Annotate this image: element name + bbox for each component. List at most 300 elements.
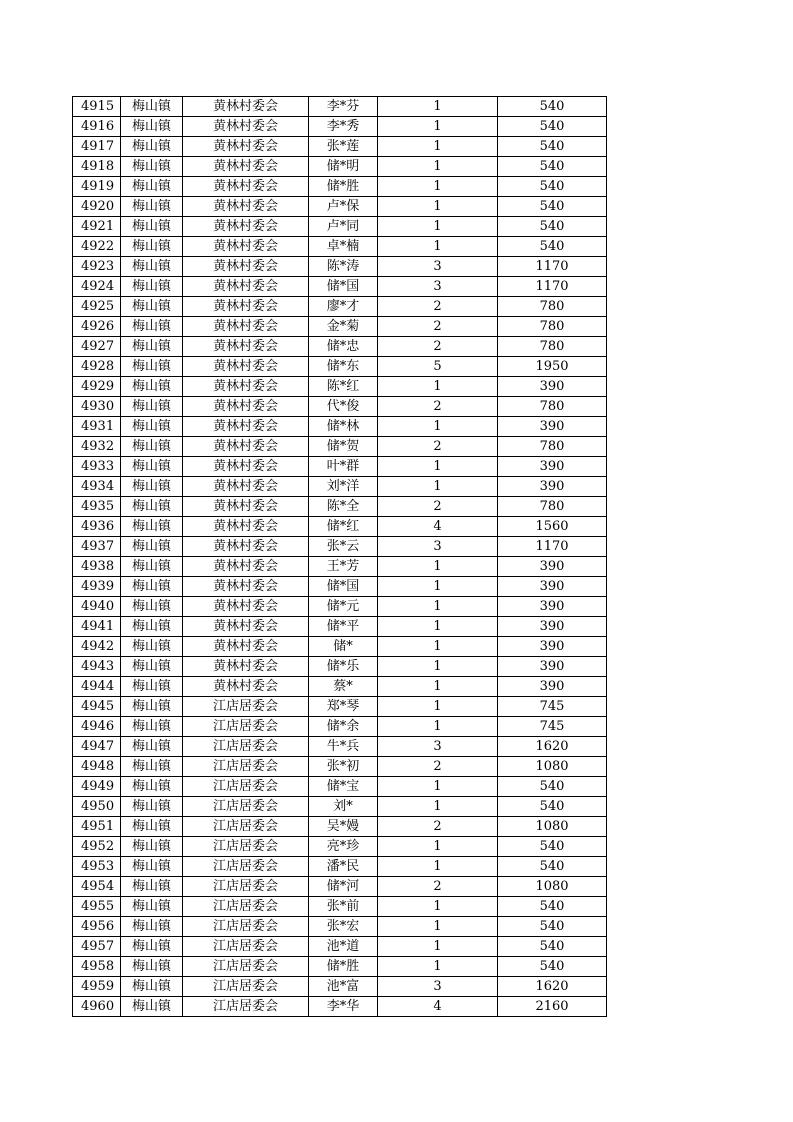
row-number-cell: 4931 — [73, 417, 121, 437]
row-number-cell: 4956 — [73, 917, 121, 937]
amount-cell: 390 — [498, 477, 607, 497]
row-number-cell: 4915 — [73, 97, 121, 117]
row-number-cell: 4919 — [73, 177, 121, 197]
village-cell: 黄林村委会 — [183, 257, 309, 277]
name-cell: 李*芬 — [309, 97, 378, 117]
town-cell: 梅山镇 — [121, 637, 183, 657]
amount-cell: 1080 — [498, 877, 607, 897]
name-cell: 张*初 — [309, 757, 378, 777]
village-cell: 江店居委会 — [183, 857, 309, 877]
name-cell: 卓*楠 — [309, 237, 378, 257]
count-cell: 1 — [378, 697, 498, 717]
village-cell: 江店居委会 — [183, 937, 309, 957]
town-cell: 梅山镇 — [121, 977, 183, 997]
table-row — [73, 297, 607, 317]
name-cell: 储*平 — [309, 617, 378, 637]
table-row — [73, 417, 607, 437]
village-cell: 黄林村委会 — [183, 657, 309, 677]
amount-cell: 540 — [498, 117, 607, 137]
town-cell: 梅山镇 — [121, 757, 183, 777]
town-cell: 梅山镇 — [121, 697, 183, 717]
amount-cell: 390 — [498, 597, 607, 617]
name-cell: 叶*群 — [309, 457, 378, 477]
name-cell: 池*道 — [309, 937, 378, 957]
name-cell: 储*国 — [309, 277, 378, 297]
row-number-cell: 4925 — [73, 297, 121, 317]
table-row — [73, 477, 607, 497]
village-cell: 黄林村委会 — [183, 417, 309, 437]
count-cell: 1 — [378, 177, 498, 197]
count-cell: 1 — [378, 717, 498, 737]
town-cell: 梅山镇 — [121, 157, 183, 177]
row-number-cell: 4958 — [73, 957, 121, 977]
town-cell: 梅山镇 — [121, 97, 183, 117]
name-cell: 郑*琴 — [309, 697, 378, 717]
town-cell: 梅山镇 — [121, 597, 183, 617]
count-cell: 2 — [378, 497, 498, 517]
village-cell: 黄林村委会 — [183, 397, 309, 417]
amount-cell: 1080 — [498, 757, 607, 777]
table-row — [73, 517, 607, 537]
town-cell: 梅山镇 — [121, 437, 183, 457]
count-cell: 1 — [378, 157, 498, 177]
village-cell: 黄林村委会 — [183, 557, 309, 577]
name-cell: 金*菊 — [309, 317, 378, 337]
row-number-cell: 4928 — [73, 357, 121, 377]
amount-cell: 1620 — [498, 737, 607, 757]
table-row — [73, 717, 607, 737]
village-cell: 黄林村委会 — [183, 277, 309, 297]
village-cell: 黄林村委会 — [183, 377, 309, 397]
count-cell: 2 — [378, 437, 498, 457]
village-cell: 黄林村委会 — [183, 157, 309, 177]
village-cell: 黄林村委会 — [183, 237, 309, 257]
village-cell: 黄林村委会 — [183, 597, 309, 617]
town-cell: 梅山镇 — [121, 117, 183, 137]
table-row — [73, 457, 607, 477]
count-cell: 2 — [378, 397, 498, 417]
village-cell: 黄林村委会 — [183, 497, 309, 517]
count-cell: 2 — [378, 317, 498, 337]
town-cell: 梅山镇 — [121, 397, 183, 417]
amount-cell: 780 — [498, 317, 607, 337]
name-cell: 王*芳 — [309, 557, 378, 577]
amount-cell: 780 — [498, 497, 607, 517]
data-table — [72, 96, 607, 1017]
row-number-cell: 4944 — [73, 677, 121, 697]
row-number-cell: 4947 — [73, 737, 121, 757]
town-cell: 梅山镇 — [121, 797, 183, 817]
village-cell: 江店居委会 — [183, 997, 309, 1017]
amount-cell: 745 — [498, 697, 607, 717]
amount-cell: 780 — [498, 337, 607, 357]
town-cell: 梅山镇 — [121, 997, 183, 1017]
table-row — [73, 877, 607, 897]
village-cell: 黄林村委会 — [183, 577, 309, 597]
row-number-cell: 4953 — [73, 857, 121, 877]
amount-cell: 540 — [498, 937, 607, 957]
count-cell: 2 — [378, 877, 498, 897]
village-cell: 黄林村委会 — [183, 217, 309, 237]
table-row — [73, 597, 607, 617]
town-cell: 梅山镇 — [121, 137, 183, 157]
row-number-cell: 4936 — [73, 517, 121, 537]
name-cell: 张*前 — [309, 897, 378, 917]
row-number-cell: 4926 — [73, 317, 121, 337]
name-cell: 张*宏 — [309, 917, 378, 937]
amount-cell: 1170 — [498, 537, 607, 557]
amount-cell: 780 — [498, 437, 607, 457]
row-number-cell: 4943 — [73, 657, 121, 677]
table-row — [73, 957, 607, 977]
town-cell: 梅山镇 — [121, 657, 183, 677]
village-cell: 江店居委会 — [183, 737, 309, 757]
town-cell: 梅山镇 — [121, 197, 183, 217]
count-cell: 1 — [378, 637, 498, 657]
amount-cell: 540 — [498, 857, 607, 877]
table-row — [73, 997, 607, 1017]
count-cell: 1 — [378, 917, 498, 937]
count-cell: 1 — [378, 417, 498, 437]
table-row — [73, 137, 607, 157]
town-cell: 梅山镇 — [121, 177, 183, 197]
town-cell: 梅山镇 — [121, 817, 183, 837]
table-row — [73, 437, 607, 457]
name-cell: 储*国 — [309, 577, 378, 597]
town-cell: 梅山镇 — [121, 837, 183, 857]
village-cell: 黄林村委会 — [183, 457, 309, 477]
row-number-cell: 4922 — [73, 237, 121, 257]
row-number-cell: 4924 — [73, 277, 121, 297]
count-cell: 1 — [378, 677, 498, 697]
name-cell: 蔡* — [309, 677, 378, 697]
village-cell: 黄林村委会 — [183, 537, 309, 557]
name-cell: 亮*珍 — [309, 837, 378, 857]
name-cell: 储*东 — [309, 357, 378, 377]
name-cell: 储*林 — [309, 417, 378, 437]
name-cell: 储*余 — [309, 717, 378, 737]
table-row — [73, 677, 607, 697]
village-cell: 黄林村委会 — [183, 317, 309, 337]
row-number-cell: 4941 — [73, 617, 121, 637]
count-cell: 1 — [378, 237, 498, 257]
amount-cell: 390 — [498, 377, 607, 397]
row-number-cell: 4955 — [73, 897, 121, 917]
table-row — [73, 537, 607, 557]
table-row — [73, 177, 607, 197]
village-cell: 黄林村委会 — [183, 617, 309, 637]
town-cell: 梅山镇 — [121, 577, 183, 597]
row-number-cell: 4939 — [73, 577, 121, 597]
village-cell: 黄林村委会 — [183, 357, 309, 377]
row-number-cell: 4934 — [73, 477, 121, 497]
village-cell: 黄林村委会 — [183, 177, 309, 197]
count-cell: 3 — [378, 537, 498, 557]
table-row — [73, 337, 607, 357]
count-cell: 1 — [378, 657, 498, 677]
amount-cell: 540 — [498, 177, 607, 197]
name-cell: 陈*全 — [309, 497, 378, 517]
town-cell: 梅山镇 — [121, 417, 183, 437]
amount-cell: 390 — [498, 657, 607, 677]
town-cell: 梅山镇 — [121, 857, 183, 877]
count-cell: 1 — [378, 797, 498, 817]
count-cell: 2 — [378, 297, 498, 317]
row-number-cell: 4933 — [73, 457, 121, 477]
row-number-cell: 4916 — [73, 117, 121, 137]
amount-cell: 390 — [498, 557, 607, 577]
name-cell: 潘*民 — [309, 857, 378, 877]
village-cell: 黄林村委会 — [183, 197, 309, 217]
village-cell: 江店居委会 — [183, 977, 309, 997]
amount-cell: 540 — [498, 777, 607, 797]
table-row — [73, 837, 607, 857]
amount-cell: 1950 — [498, 357, 607, 377]
town-cell: 梅山镇 — [121, 217, 183, 237]
village-cell: 黄林村委会 — [183, 297, 309, 317]
town-cell: 梅山镇 — [121, 737, 183, 757]
town-cell: 梅山镇 — [121, 717, 183, 737]
town-cell: 梅山镇 — [121, 917, 183, 937]
count-cell: 4 — [378, 997, 498, 1017]
town-cell: 梅山镇 — [121, 477, 183, 497]
town-cell: 梅山镇 — [121, 297, 183, 317]
count-cell: 1 — [378, 197, 498, 217]
amount-cell: 540 — [498, 137, 607, 157]
name-cell: 李*秀 — [309, 117, 378, 137]
table-row — [73, 577, 607, 597]
count-cell: 2 — [378, 757, 498, 777]
name-cell: 卢*保 — [309, 197, 378, 217]
table-row — [73, 97, 607, 117]
village-cell: 江店居委会 — [183, 757, 309, 777]
village-cell: 江店居委会 — [183, 837, 309, 857]
town-cell: 梅山镇 — [121, 457, 183, 477]
count-cell: 1 — [378, 617, 498, 637]
town-cell: 梅山镇 — [121, 277, 183, 297]
town-cell: 梅山镇 — [121, 257, 183, 277]
village-cell: 黄林村委会 — [183, 137, 309, 157]
name-cell: 储*宝 — [309, 777, 378, 797]
village-cell: 江店居委会 — [183, 957, 309, 977]
name-cell: 陈*红 — [309, 377, 378, 397]
table-row — [73, 377, 607, 397]
table-row — [73, 557, 607, 577]
village-cell: 黄林村委会 — [183, 677, 309, 697]
row-number-cell: 4930 — [73, 397, 121, 417]
table-row — [73, 637, 607, 657]
town-cell: 梅山镇 — [121, 337, 183, 357]
name-cell: 储*明 — [309, 157, 378, 177]
count-cell: 1 — [378, 777, 498, 797]
village-cell: 黄林村委会 — [183, 437, 309, 457]
row-number-cell: 4929 — [73, 377, 121, 397]
amount-cell: 540 — [498, 97, 607, 117]
amount-cell: 540 — [498, 897, 607, 917]
village-cell: 江店居委会 — [183, 817, 309, 837]
count-cell: 1 — [378, 577, 498, 597]
count-cell: 3 — [378, 737, 498, 757]
count-cell: 1 — [378, 957, 498, 977]
row-number-cell: 4918 — [73, 157, 121, 177]
name-cell: 刘* — [309, 797, 378, 817]
village-cell: 江店居委会 — [183, 877, 309, 897]
table-row — [73, 777, 607, 797]
village-cell: 黄林村委会 — [183, 97, 309, 117]
amount-cell: 1170 — [498, 257, 607, 277]
amount-cell: 390 — [498, 457, 607, 477]
table-row — [73, 897, 607, 917]
town-cell: 梅山镇 — [121, 517, 183, 537]
table-row — [73, 797, 607, 817]
count-cell: 1 — [378, 557, 498, 577]
table-row — [73, 657, 607, 677]
amount-cell: 390 — [498, 577, 607, 597]
village-cell: 黄林村委会 — [183, 517, 309, 537]
name-cell: 陈*涛 — [309, 257, 378, 277]
village-cell: 黄林村委会 — [183, 337, 309, 357]
count-cell: 2 — [378, 337, 498, 357]
name-cell: 储*胜 — [309, 957, 378, 977]
count-cell: 1 — [378, 857, 498, 877]
village-cell: 黄林村委会 — [183, 477, 309, 497]
count-cell: 1 — [378, 837, 498, 857]
amount-cell: 1560 — [498, 517, 607, 537]
amount-cell: 2160 — [498, 997, 607, 1017]
row-number-cell: 4954 — [73, 877, 121, 897]
table-row — [73, 317, 607, 337]
count-cell: 1 — [378, 117, 498, 137]
table-row — [73, 217, 607, 237]
name-cell: 廖*才 — [309, 297, 378, 317]
amount-cell: 745 — [498, 717, 607, 737]
village-cell: 江店居委会 — [183, 917, 309, 937]
village-cell: 江店居委会 — [183, 777, 309, 797]
table-row — [73, 357, 607, 377]
table-body — [73, 97, 607, 1017]
town-cell: 梅山镇 — [121, 777, 183, 797]
table-row — [73, 737, 607, 757]
row-number-cell: 4938 — [73, 557, 121, 577]
count-cell: 1 — [378, 137, 498, 157]
table-row — [73, 397, 607, 417]
table-row — [73, 757, 607, 777]
row-number-cell: 4942 — [73, 637, 121, 657]
name-cell: 李*华 — [309, 997, 378, 1017]
amount-cell: 540 — [498, 957, 607, 977]
village-cell: 黄林村委会 — [183, 637, 309, 657]
table-row — [73, 497, 607, 517]
table-row — [73, 977, 607, 997]
town-cell: 梅山镇 — [121, 537, 183, 557]
row-number-cell: 4935 — [73, 497, 121, 517]
name-cell: 储*贺 — [309, 437, 378, 457]
count-cell: 1 — [378, 217, 498, 237]
count-cell: 5 — [378, 357, 498, 377]
count-cell: 2 — [378, 817, 498, 837]
name-cell: 储* — [309, 637, 378, 657]
amount-cell: 540 — [498, 197, 607, 217]
town-cell: 梅山镇 — [121, 897, 183, 917]
village-cell: 江店居委会 — [183, 717, 309, 737]
row-number-cell: 4927 — [73, 337, 121, 357]
amount-cell: 540 — [498, 797, 607, 817]
town-cell: 梅山镇 — [121, 557, 183, 577]
row-number-cell: 4940 — [73, 597, 121, 617]
table-row — [73, 157, 607, 177]
row-number-cell: 4949 — [73, 777, 121, 797]
table-row — [73, 197, 607, 217]
town-cell: 梅山镇 — [121, 317, 183, 337]
amount-cell: 1080 — [498, 817, 607, 837]
amount-cell: 540 — [498, 917, 607, 937]
town-cell: 梅山镇 — [121, 357, 183, 377]
table-row — [73, 117, 607, 137]
town-cell: 梅山镇 — [121, 497, 183, 517]
town-cell: 梅山镇 — [121, 957, 183, 977]
table-row — [73, 917, 607, 937]
name-cell: 储*河 — [309, 877, 378, 897]
row-number-cell: 4932 — [73, 437, 121, 457]
count-cell: 3 — [378, 977, 498, 997]
name-cell: 储*忠 — [309, 337, 378, 357]
amount-cell: 1170 — [498, 277, 607, 297]
row-number-cell: 4950 — [73, 797, 121, 817]
count-cell: 3 — [378, 277, 498, 297]
table-row — [73, 277, 607, 297]
amount-cell: 390 — [498, 677, 607, 697]
name-cell: 刘*洋 — [309, 477, 378, 497]
amount-cell: 540 — [498, 237, 607, 257]
name-cell: 储*胜 — [309, 177, 378, 197]
name-cell: 代*俊 — [309, 397, 378, 417]
row-number-cell: 4951 — [73, 817, 121, 837]
amount-cell: 390 — [498, 417, 607, 437]
name-cell: 储*乐 — [309, 657, 378, 677]
name-cell: 牛*兵 — [309, 737, 378, 757]
name-cell: 吴*嫚 — [309, 817, 378, 837]
row-number-cell: 4948 — [73, 757, 121, 777]
row-number-cell: 4957 — [73, 937, 121, 957]
row-number-cell: 4923 — [73, 257, 121, 277]
count-cell: 1 — [378, 97, 498, 117]
town-cell: 梅山镇 — [121, 937, 183, 957]
row-number-cell: 4960 — [73, 997, 121, 1017]
table-row — [73, 617, 607, 637]
amount-cell: 390 — [498, 637, 607, 657]
row-number-cell: 4952 — [73, 837, 121, 857]
row-number-cell: 4959 — [73, 977, 121, 997]
row-number-cell: 4921 — [73, 217, 121, 237]
table-row — [73, 857, 607, 877]
name-cell: 卢*同 — [309, 217, 378, 237]
count-cell: 1 — [378, 477, 498, 497]
village-cell: 江店居委会 — [183, 697, 309, 717]
count-cell: 1 — [378, 457, 498, 477]
town-cell: 梅山镇 — [121, 237, 183, 257]
row-number-cell: 4937 — [73, 537, 121, 557]
row-number-cell: 4917 — [73, 137, 121, 157]
name-cell: 储*红 — [309, 517, 378, 537]
count-cell: 1 — [378, 597, 498, 617]
table-row — [73, 257, 607, 277]
town-cell: 梅山镇 — [121, 677, 183, 697]
name-cell: 张*莲 — [309, 137, 378, 157]
town-cell: 梅山镇 — [121, 377, 183, 397]
village-cell: 江店居委会 — [183, 897, 309, 917]
amount-cell: 540 — [498, 157, 607, 177]
amount-cell: 1620 — [498, 977, 607, 997]
